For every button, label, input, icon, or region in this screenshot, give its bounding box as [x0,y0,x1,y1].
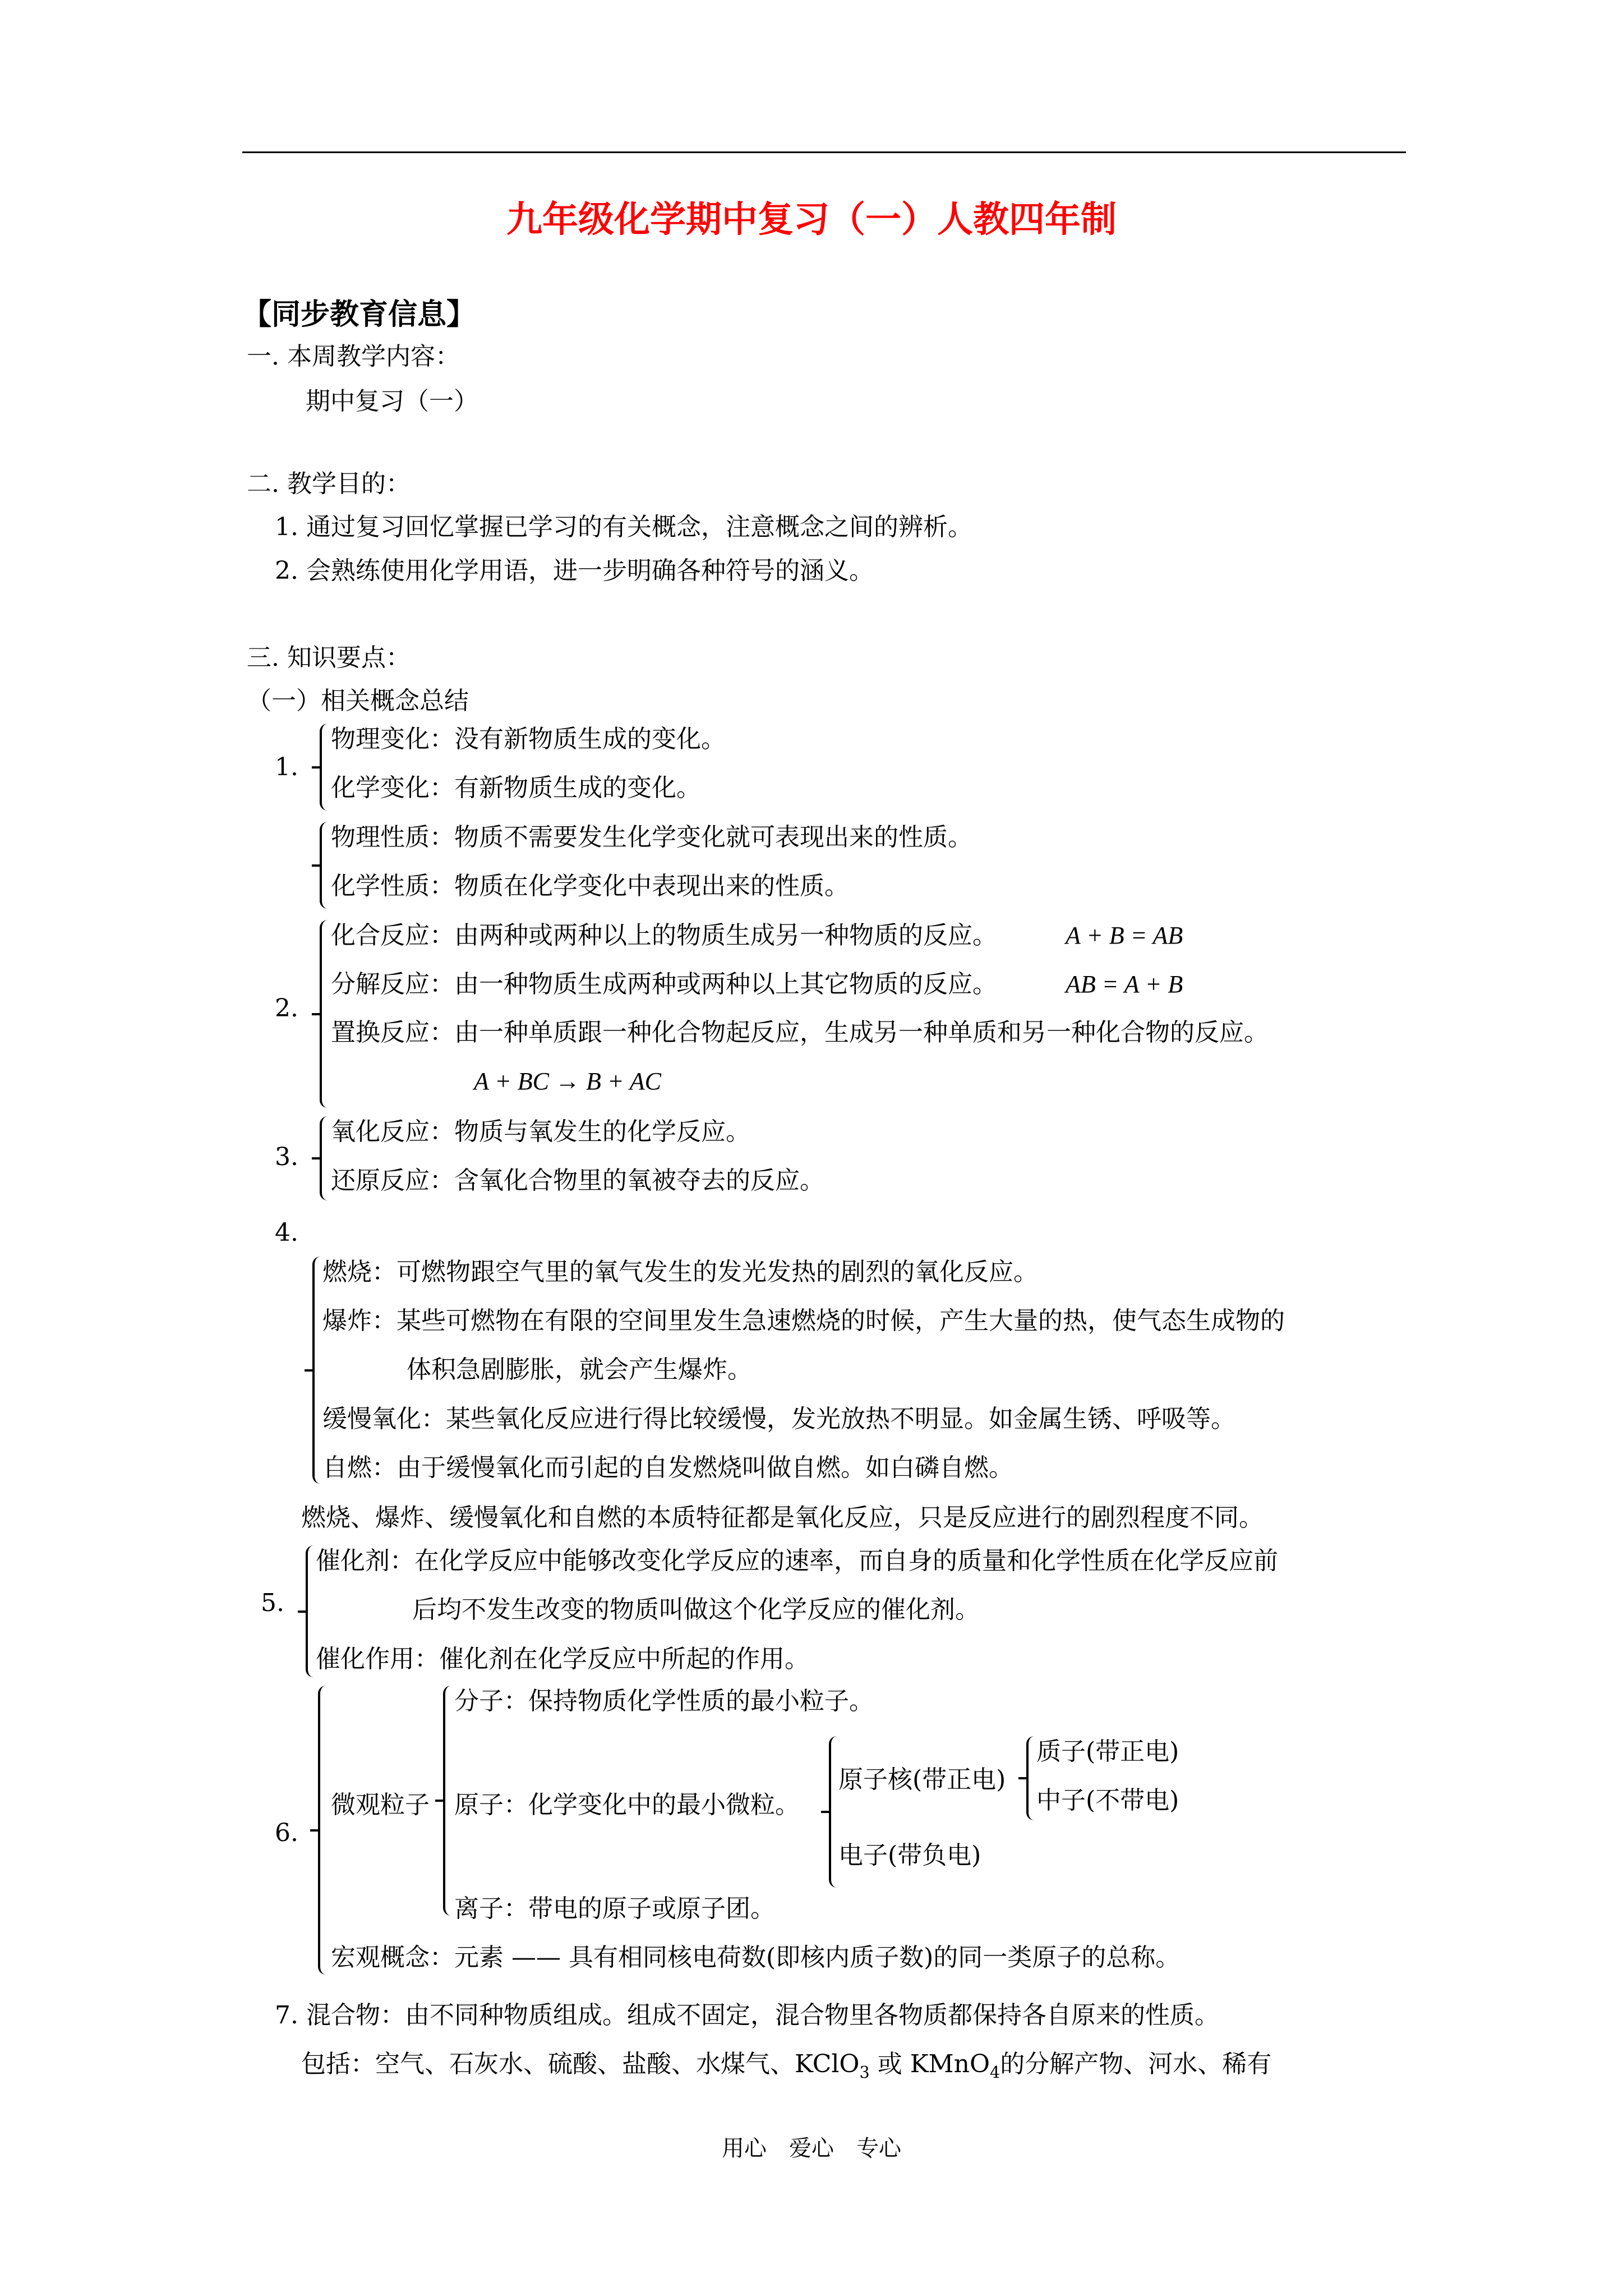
proton: 质子(带正电) [1036,1737,1179,1766]
molecule: 分子：保持物质化学性质的最小粒子。 [454,1687,874,1715]
electron: 电子(带负电) [838,1841,981,1870]
atom: 原子：化学变化中的最小微粒。 [454,1791,800,1819]
displacement-equation: A + BC → B + AC [474,1068,661,1095]
brace [829,1736,839,1888]
concept-1-number: 1. [275,753,298,781]
micro-particles: 微观粒子 [331,1791,430,1819]
chemical-change: 化学变化：有新物质生成的变化。 [331,774,701,802]
combustion: 燃烧：可燃物跟空气里的氧气发生的发光发热的剧烈的氧化反应。 [322,1258,1038,1286]
header-rule [242,151,1406,153]
concept-2-number: 2. [275,994,298,1023]
concept-6-number: 6. [275,1819,298,1847]
part2-item-2: 2. 会熟练使用化学用语，进一步明确各种符号的涵义。 [275,556,874,585]
decomposition-equation: AB = A + B [1066,970,1183,998]
neutron: 中子(不带电) [1036,1786,1179,1815]
combination-equation: A + B = AB [1066,922,1183,949]
brace [320,822,330,909]
brace [320,920,330,1108]
displacement-reaction: 置换反应：由一种单质跟一种化合物起反应，生成另一种单质和另一种化合物的反应。 [331,1018,1269,1047]
concept-4-number: 4. [275,1218,298,1247]
catalyst-cont: 后均不发生改变的物质叫做这个化学反应的催化剂。 [412,1595,980,1624]
section-header: 【同步教育信息】 [242,297,476,332]
catalyst: 催化剂：在化学反应中能够改变化学反应的速率，而自身的质量和化学性质在化学反应前 [316,1547,1278,1575]
concept-3-number: 3. [275,1143,298,1171]
document-title: 九年级化学期中复习（一）人教四年制 [506,199,1117,241]
footer: 用心 爱心 专心 [722,2136,901,2161]
brace [318,1686,328,1975]
mixture-examples: 包括：空气、石灰水、硫酸、盐酸、水煤气、KClO$_3$ 或 KMnO$_4$的分解产物、河水、稀有 [301,2050,1272,2082]
explosion: 爆炸：某些可燃物在有限的空间里发生急速燃烧的时候，产生大量的热，使气态生成物的 [322,1306,1285,1335]
ion: 离子：带电的原子或原子团。 [454,1894,775,1923]
catalysis: 催化作用：催化剂在化学反应中所起的作用。 [316,1645,809,1673]
part1-content: 期中复习（一） [306,387,478,416]
concept-5-number: 5. [261,1589,284,1617]
combination-reaction: 化合反应：由两种或两种以上的物质生成另一种物质的反应。 [331,921,997,950]
chemical-property: 化学性质：物质在化学变化中表现出来的性质。 [331,872,849,900]
part2-heading: 二. 教学目的： [247,470,411,498]
physical-change: 物理变化：没有新物质生成的变化。 [331,725,726,753]
spontaneous-combustion: 自燃：由于缓慢氧化而引起的自发燃烧叫做自燃。如白磷自燃。 [322,1453,1013,1482]
brace [1026,1736,1036,1820]
reduction-reaction: 还原反应：含氧化合物里的氧被夺去的反应。 [331,1166,824,1195]
macro-concept: 宏观概念：元素 —— 具有相同核电荷数(即核内质子数)的同一类原子的总称。 [331,1943,1181,1972]
brace [320,724,330,811]
nucleus: 原子核(带正电) [838,1765,1006,1794]
part1-heading: 一. 本周教学内容： [247,342,460,371]
brace [443,1686,453,1916]
concept-4-note: 燃烧、爆炸、缓慢氧化和自燃的本质特征都是氧化反应，只是反应进行的剧烈程度不同。 [301,1503,1264,1532]
oxidation-reaction: 氧化反应：物质与氧发生的化学反应。 [331,1117,750,1146]
explosion-cont: 体积急剧膨胀，就会产生爆炸。 [407,1355,752,1384]
part2-item-1: 1. 通过复习回忆掌握已学习的有关概念，注意概念之间的辨析。 [275,513,972,541]
brace [312,1257,322,1484]
mixture: 7. 混合物：由不同种物质组成。组成不固定，混合物里各物质都保持各自原来的性质。 [275,2001,1219,2030]
brace [320,1116,330,1200]
physical-property: 物理性质：物质不需要发生化学变化就可表现出来的性质。 [331,823,972,852]
slow-oxidation: 缓慢氧化：某些氧化反应进行得比较缓慢，发光放热不明显。如金属生锈、呼吸等。 [322,1405,1235,1433]
part3-sub: （一）相关概念总结 [247,687,469,715]
brace [306,1545,316,1677]
part3-heading: 三. 知识要点： [247,643,411,672]
decomposition-reaction: 分解反应：由一种物质生成两种或两种以上其它物质的反应。 [331,970,997,999]
